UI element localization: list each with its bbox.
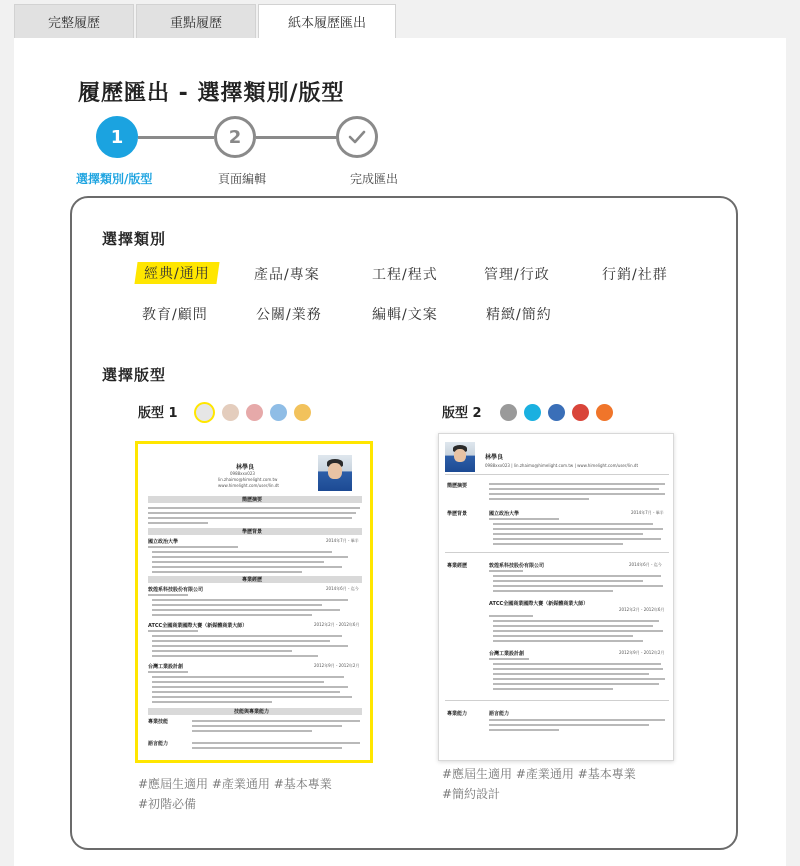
tag-line: #初階必備 xyxy=(138,797,197,811)
step-3-label: 完成匯出 xyxy=(350,172,399,186)
step-2-label: 頁面編輯 xyxy=(218,172,267,186)
template-2-color-gray[interactable] xyxy=(500,404,517,421)
tab-key-resume[interactable]: 重點履歷 xyxy=(136,4,256,38)
tag-line: #應屆生適用 #產業通用 #基本專業 xyxy=(138,777,332,791)
template-2-color-red[interactable] xyxy=(572,404,589,421)
step-connector xyxy=(256,136,338,139)
template-2-color-cyan[interactable] xyxy=(524,404,541,421)
category-classic-general[interactable] xyxy=(134,262,219,284)
resume-section-title: 技能與專業能力 xyxy=(234,709,270,715)
template-2-color-blue[interactable] xyxy=(548,404,565,421)
tag-line: #簡約設計 xyxy=(442,787,501,801)
resume-company: 台灣工業設計創 xyxy=(489,651,525,657)
resume-email: lin.zhaimo@himelight.com.tw xyxy=(218,477,278,482)
tab-print-export[interactable]: 紙本履歷匯出 xyxy=(258,4,396,38)
resume-date: 2014年6月 - 迄今 xyxy=(326,586,359,591)
template-section-title: 選擇版型 xyxy=(102,366,167,384)
resume-skill-label: 專業技能 xyxy=(148,719,169,725)
main-panel xyxy=(14,38,786,866)
step-1-label: 選擇類別/版型 xyxy=(76,172,153,186)
resume-avatar xyxy=(318,455,352,491)
category-product-project[interactable]: 產品/專案 xyxy=(254,267,320,283)
resume-company: ATCC全國商業國際大賽（新媒體商業大師） xyxy=(489,601,589,607)
resume-school: 國立政治大學 xyxy=(489,511,520,517)
resume-company: 敦煌系科技股份有限公司 xyxy=(148,587,204,593)
resume-row-label: 簡歷摘要 xyxy=(447,483,468,489)
category-management-admin[interactable]: 管理/行政 xyxy=(484,267,550,283)
category-engineering-programming[interactable]: 工程/程式 xyxy=(372,267,438,283)
template-1-tags xyxy=(138,774,332,814)
category-refined-minimal[interactable]: 精緻/簡約 xyxy=(486,307,552,323)
step-3-circle xyxy=(336,116,378,158)
category-section-title: 選擇類別 xyxy=(102,230,167,248)
template-1-color-gray[interactable] xyxy=(196,404,213,421)
tab-bar xyxy=(14,4,398,38)
template-1-color-yellow[interactable] xyxy=(294,404,311,421)
resume-company: ATCC全國商業國際大賽（新媒體商業大師） xyxy=(148,623,248,629)
check-icon xyxy=(346,126,368,148)
category-label: 經典/通用 xyxy=(144,266,210,282)
template-2-tags xyxy=(442,764,636,804)
resume-section-title: 學歷背景 xyxy=(242,529,263,535)
template-2-preview[interactable] xyxy=(438,433,674,761)
resume-date: 2012年2月 - 2012年6月 xyxy=(619,607,665,612)
resume-avatar xyxy=(445,442,475,472)
tag-line: #應屆生適用 #產業通用 #基本專業 xyxy=(442,767,636,781)
step-1-circle: 1 xyxy=(96,116,138,158)
resume-skill-label: 語言能力 xyxy=(148,741,169,747)
template-2-label: 版型 2 xyxy=(442,406,482,421)
step-2-circle: 2 xyxy=(214,116,256,158)
resume-row-label: 專業經歷 xyxy=(447,563,468,569)
resume-date: 2012年9月 - 2012年2月 xyxy=(314,663,360,668)
resume-section-title: 簡歷摘要 xyxy=(242,497,263,503)
resume-date: 2014年7月 - 畢半 xyxy=(326,538,359,543)
resume-row-label: 學歷背景 xyxy=(447,511,468,517)
template-2-color-orange[interactable] xyxy=(596,404,613,421)
resume-skill-label: 語言能力 xyxy=(489,711,510,717)
resume-date: 2012年2月 - 2012年6月 xyxy=(314,622,360,627)
resume-date: 2014年6月 - 迄今 xyxy=(629,562,662,567)
resume-school: 國立政治大學 xyxy=(148,539,179,545)
resume-name: 林學良 xyxy=(485,454,504,461)
page-title: 履歷匯出 - 選擇類別/版型 xyxy=(78,81,345,106)
resume-date: 2012年9月 - 2012年2月 xyxy=(619,650,665,655)
step-connector xyxy=(138,136,214,139)
selection-box xyxy=(70,196,738,850)
template-1-color-pink[interactable] xyxy=(246,404,263,421)
resume-section-title: 專業經歷 xyxy=(242,577,263,583)
resume-name: 林學良 xyxy=(236,464,255,471)
category-marketing-social[interactable]: 行銷/社群 xyxy=(602,267,668,283)
resume-contact: 0988xxx023 | lin.zhaimo@himelight.com.tw | www.himelight.com/user/lin.dt xyxy=(485,463,639,468)
resume-company: 敦煌系科技股份有限公司 xyxy=(489,563,545,569)
template-1-label: 版型 1 xyxy=(138,406,178,421)
category-pr-sales[interactable]: 公關/業務 xyxy=(256,307,322,323)
resume-row-label: 專業能力 xyxy=(447,711,468,717)
resume-phone: 0988xxx023 xyxy=(230,471,255,476)
template-1-color-beige[interactable] xyxy=(222,404,239,421)
template-1-preview[interactable] xyxy=(135,441,373,763)
resume-website: www.himelight.com/user/lin.dt xyxy=(218,483,279,488)
progress-stepper xyxy=(14,112,786,192)
resume-company: 台灣工業設計創 xyxy=(148,664,184,670)
resume-date: 2014年7月 - 畢半 xyxy=(631,510,664,515)
category-education-consulting[interactable]: 教育/顧問 xyxy=(142,307,208,323)
category-editing-copywriting[interactable]: 編輯/文案 xyxy=(372,307,438,323)
tab-full-resume[interactable]: 完整履歷 xyxy=(14,4,134,38)
template-1-color-blue[interactable] xyxy=(270,404,287,421)
